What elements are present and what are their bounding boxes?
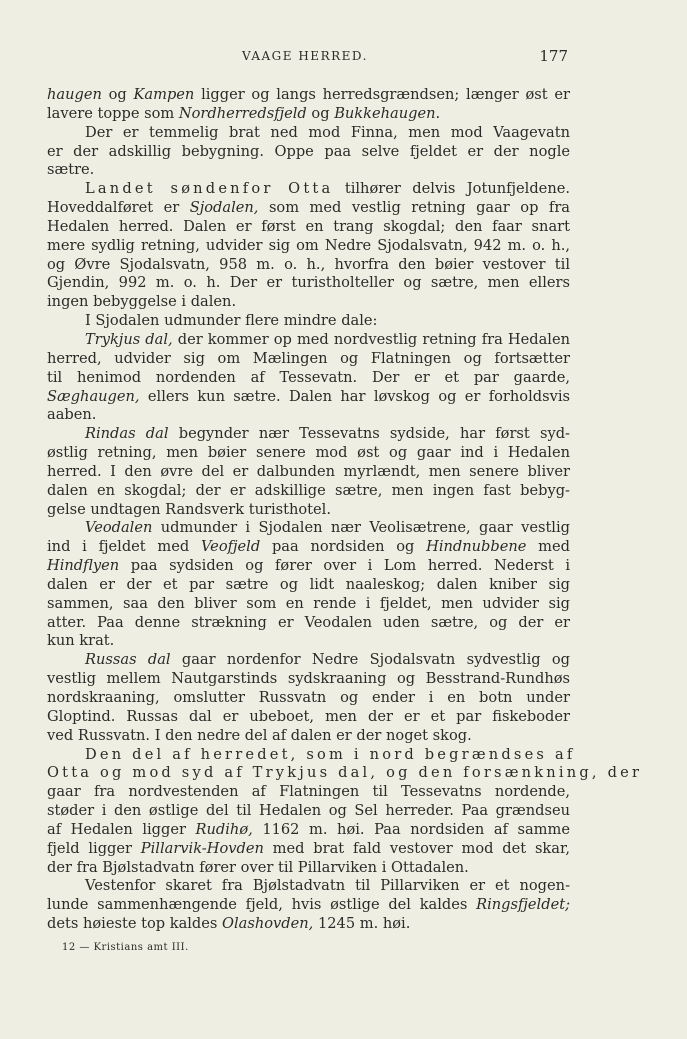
place-name: Hindnubbene — [426, 538, 527, 556]
text-run: lavere toppe som — [47, 104, 179, 122]
place-name: Olashovden, — [222, 915, 314, 933]
page-header — [47, 47, 570, 67]
running-title: VAAGE HERRED. — [242, 49, 368, 63]
text-line — [47, 86, 570, 105]
place-name: Ringsfjeldet; — [476, 896, 570, 914]
spaced-heading: Landet søndenfor Otta — [85, 180, 334, 198]
text-line: sætre. — [47, 161, 95, 179]
text-line — [47, 388, 570, 407]
text-line: atter. Paa denne strækning er Veodalen uden sætre, og der er — [47, 613, 570, 631]
printer-signature: 12 — Kristians amt III. — [62, 942, 189, 953]
text-line: Den del af herredet, som i nord begrændses af — [85, 745, 576, 763]
text-line: dalen en skogdal; der er adskillige sætre, men ingen fast bebyg- — [47, 481, 570, 499]
text-run: paa sydsiden og fører over i Lom herred. Nederst i — [119, 557, 570, 575]
place-name: haugen — [47, 86, 102, 103]
text-line: ved Russvatn. I den nedre del af dalen er der noget skog. — [47, 726, 472, 744]
place-name: Sjodalen, — [189, 199, 259, 217]
text-run: dets høieste top kaldes — [47, 915, 223, 933]
text-line: nordskraaning, omslutter Russvatn og ender i en botn under — [47, 689, 570, 706]
text-line: gaar fra nordvestenden af Flatningen til Tessevatns nordende, — [47, 783, 570, 801]
text-line: gelse undtagen Randsverk turisthotel. — [47, 500, 331, 518]
text-line — [47, 821, 570, 840]
text-run: som med vestlig retning gaar op fra — [258, 199, 570, 217]
text-run: 1162 m. høi. Paa nordsiden af samme — [252, 820, 570, 838]
text-line — [47, 840, 570, 859]
text-run: tilhører delvis Jotunfjeldene. — [333, 180, 570, 198]
place-name: Veodalen — [85, 519, 153, 537]
place-name: Sæghaugen, — [47, 387, 140, 405]
text-line: Gloptind. Russas dal er ubeboet, men der er et par fiskeboder — [47, 707, 570, 725]
place-name: Trykjus dal, — [85, 330, 173, 348]
place-name: Kampen — [133, 86, 195, 103]
text-run: gaar nordenfor Nedre Sjodalsvatn sydvestlig og — [170, 651, 571, 669]
text-run: ind i fjeldet med — [47, 538, 201, 556]
text-run: 1245 m. høi. — [313, 915, 411, 933]
text-line: der fra Bjølstadvatn fører over til Pillarviken i Ottadalen. — [47, 858, 469, 876]
text-line: herred. I den øvre del er dalbunden myrlændt, men senere bliver — [47, 462, 570, 480]
text-line — [47, 557, 570, 576]
text-line — [47, 915, 570, 934]
text-run: ellers kun sætre. Dalen har løvskog og er forholdsvis — [139, 387, 570, 405]
text-line — [47, 651, 570, 670]
text-line — [47, 180, 570, 199]
text-line: vestlig mellem Nautgarstinds sydskraaning og Besstrand-Rundhøs — [47, 670, 570, 688]
place-name: Bukkehaugen — [334, 104, 436, 122]
place-name: Rindas dal — [85, 425, 169, 443]
text-run: lunde sammenhængende fjeld, hvis østlige del kaldes — [47, 896, 477, 914]
text-line: og Øvre Sjodalsvatn, 958 m. o. h., hvorfra den bøier vestover til — [47, 255, 570, 273]
text-line: mere sydlig retning, udvider sig om Nedre Sjodalsvatn, 942 m. o. h., — [47, 236, 570, 254]
text-line — [47, 425, 570, 444]
text-line: til henimod nordenden af Tessevatn. Der er et par gaarde, — [47, 368, 570, 386]
text-line: støder i den østlige del til Hedalen og Sel herreder. Paa grændseu — [47, 802, 570, 820]
text-run: . — [435, 104, 441, 122]
text-run: ligger og langs herredsgrændsen; længer øst er — [194, 86, 571, 103]
text-line: sammen, saa den bliver som en rende i fjeldet, men udvider sig — [47, 594, 570, 612]
text-line — [47, 519, 570, 538]
page-number: 177 — [539, 47, 568, 65]
text-run: der kommer op med nordvestlig retning fra Hedalen — [172, 330, 570, 348]
place-name: Nordherredsfjeld — [178, 104, 307, 122]
text-line: aaben. — [47, 406, 97, 424]
text-line: Hedalen herred. Dalen er først en trang skogdal; den faar snart — [47, 217, 570, 235]
text-line: østlig retning, men bøier senere mod øst og gaar ind i Hedalen — [47, 444, 570, 462]
place-name: Hindflyen — [47, 557, 120, 575]
text-line: Der er temmelig brat ned mod Finna, men mod Vaagevatn — [85, 123, 570, 141]
text-line: ingen bebyggelse i dalen. — [47, 293, 237, 311]
text-line — [47, 896, 570, 915]
text-line — [47, 538, 570, 557]
text-line — [47, 199, 570, 218]
text-run: af Hedalen ligger — [47, 820, 196, 838]
text-line: dalen er der et par sætre og lidt naaleskog; dalen kniber sig — [47, 575, 570, 593]
text-run: med brat fald vestover mod det skar, — [263, 839, 570, 857]
place-name: Rudihø, — [195, 820, 253, 838]
text-line — [47, 331, 570, 350]
text-line: kun krat. — [47, 632, 115, 650]
text-run: begynder nær Tessevatns sydside, har først syd- — [168, 425, 570, 443]
place-name: Pillarvik-Hovden — [140, 839, 264, 857]
text-run: paa nordsiden og — [260, 538, 427, 556]
text-run: Hoveddalføret er — [47, 199, 190, 217]
text-line: Gjendin, 992 m. o. h. Der er turistholteller og sætre, men ellers — [47, 274, 570, 292]
text-run: og — [101, 86, 134, 103]
text-run: og — [306, 104, 335, 122]
text-line: herred, udvider sig om Mælingen og Flatningen og fortsætter — [47, 349, 570, 367]
place-name: Veofjeld — [200, 538, 261, 556]
text-line: Vestenfor skaret fra Bjølstadvatn til Pillarviken er et nogen- — [85, 877, 570, 895]
text-line — [47, 105, 570, 124]
place-name: Russas dal — [85, 651, 171, 669]
text-line: I Sjodalen udmunder flere mindre dale: — [85, 312, 378, 330]
body-text — [47, 86, 643, 934]
text-run: fjeld ligger — [47, 839, 141, 857]
text-run: udmunder i Sjodalen nær Veolisætrene, gaar vestlig — [152, 519, 570, 537]
text-line: Otta og mod syd af Trykjus dal, og den forsænkning, der — [47, 764, 643, 782]
text-line: er der adskillig bebygning. Oppe paa selve fjeldet er der nogle — [47, 142, 570, 160]
text-run: med — [526, 538, 570, 556]
